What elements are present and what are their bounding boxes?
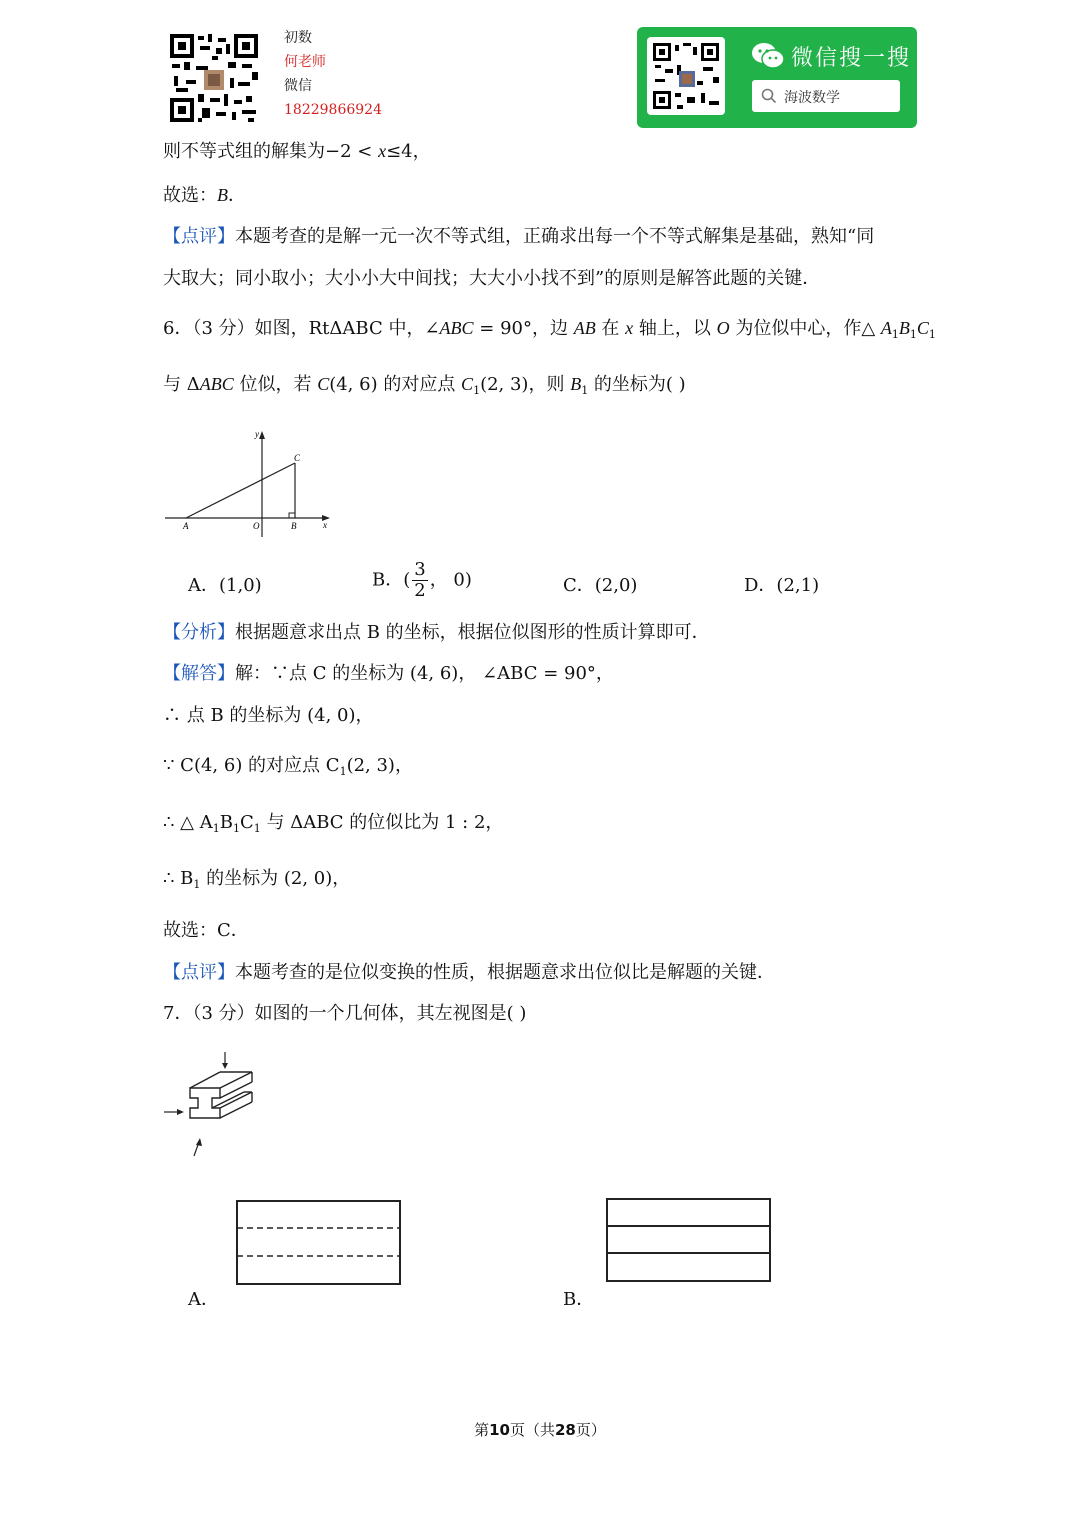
text-line-solution-set [163, 139, 431, 164]
text-span: (2, 3)， [346, 755, 413, 776]
math-var: ∠ABC [424, 318, 474, 338]
math-var: x [625, 318, 634, 338]
qr-code-left [168, 32, 260, 124]
fraction-denominator: 2 [414, 580, 426, 601]
text-span: B．( [372, 569, 411, 591]
wechat-search-box[interactable] [752, 80, 900, 112]
option-6-b[interactable] [372, 560, 472, 601]
text-span: ∴ 点 B 的坐标为 (4, 0)， [163, 705, 374, 726]
text-span: 则不等式组的解集为 [163, 141, 325, 162]
wechat-logo-icon [751, 41, 785, 71]
solution-line-4 [163, 811, 503, 841]
text-span: ∵ C(4, 6) 的对应点 C [163, 755, 340, 776]
arrow-up-icon [196, 1138, 202, 1146]
text-span: ∴ △ A [163, 812, 213, 833]
math-sub: 1 [193, 878, 201, 891]
text-span: (4, 6) 的对应点 [329, 374, 462, 395]
contact-wechat-label: 微信 [284, 78, 312, 94]
math-sub: 1 [928, 328, 936, 341]
review-tag: 【点评】 [163, 962, 235, 983]
math-sub: 1 [339, 765, 347, 778]
text-span: 6．（3 分）如图，RtΔABC 中， [163, 318, 425, 339]
text-span: 轴上，以 [633, 318, 717, 339]
wechat-qr-code [647, 37, 725, 115]
option-7-b-figure[interactable] [604, 1196, 774, 1284]
option-7-a-label[interactable]: A． [188, 1289, 219, 1310]
contact-phone: 18229866924 [284, 102, 382, 118]
analysis-tag: 【分析】 [163, 622, 235, 643]
text-span: = 90°，边 [473, 318, 574, 339]
qr-pattern-icon [647, 37, 725, 115]
text-span: 故选： [163, 185, 217, 206]
label-o: O [253, 521, 260, 531]
math-sub: 1 [891, 328, 899, 341]
solution-line-5 [163, 867, 350, 897]
text-line-choice [163, 183, 246, 208]
math-sub: 1 [232, 822, 240, 835]
math-var: C [317, 374, 330, 394]
footer-total-pages: 28 [555, 1421, 576, 1439]
arrow-down-icon [222, 1063, 228, 1069]
wechat-search-text: 海波数学 [784, 90, 840, 106]
text-span: 本题考查的是位似变换的性质，根据题意求出位似比是解题的关键． [235, 962, 775, 983]
text-span: 7．（3 分）如图的一个几何体，其左视图是( ) [163, 1003, 527, 1024]
text-span: 与 Δ [163, 374, 200, 395]
figure-triangle-coordinates [160, 425, 340, 545]
math-sub: 1 [473, 384, 481, 397]
math-var: A [880, 318, 892, 338]
y-axis-arrow-icon [259, 431, 265, 439]
option-6-a[interactable]: A．(1,0) [188, 575, 262, 596]
contact-label: 初数 [284, 30, 312, 46]
math-var: B [898, 318, 910, 338]
qr-pattern-icon [168, 32, 260, 124]
figure-solid-geometry [160, 1050, 270, 1162]
text-span: (2, 3)，则 [480, 374, 571, 395]
option-6-d[interactable]: D．(2,1) [744, 575, 820, 596]
text-span: 大取大；同小取小；大小小大中间找；大大小小找不到”的原则是解答此题的关键． [163, 268, 821, 289]
footer-post: 页） [575, 1421, 606, 1439]
option-7-a-figure[interactable] [234, 1198, 404, 1288]
footer-pre: 第 [474, 1421, 490, 1439]
text-span: ， 0) [429, 569, 472, 591]
text-span: C [239, 812, 254, 833]
text-span: 的坐标为 (2, 0)， [200, 868, 351, 889]
review-6-line [163, 961, 775, 985]
footer-mid: 页（共 [509, 1421, 555, 1439]
option-6-c[interactable]: C．(2,0) [563, 575, 638, 596]
math-span: ≤4， [386, 141, 431, 162]
label-c: C [294, 453, 301, 463]
text-span: ． [228, 185, 246, 206]
solution-line-1 [163, 662, 614, 686]
fraction-numerator: 3 [414, 559, 426, 580]
label-x: x [323, 520, 327, 530]
math-var: x [378, 141, 387, 161]
label-b: B [291, 521, 297, 531]
right-angle-mark [289, 513, 295, 518]
math-sub: 1 [253, 822, 261, 835]
text-line-review [163, 225, 874, 249]
segment-ac [186, 463, 295, 518]
footer-page-number: 10 [489, 1421, 510, 1439]
math-var: C [461, 374, 474, 394]
review-tag: 【点评】 [163, 226, 235, 247]
arrow-right-icon [177, 1109, 184, 1115]
math-var: O [716, 318, 730, 338]
text-line-review-cont [163, 267, 820, 291]
question-6-line-2 [163, 372, 686, 403]
option-7-b-label[interactable]: B． [563, 1289, 595, 1310]
math-var: B [217, 185, 228, 205]
analysis-line [163, 621, 710, 645]
page-footer [0, 1419, 1080, 1440]
label-a: A [183, 521, 189, 531]
text-span: 本题考查的是解一元一次不等式组，正确求出每一个不等式解集是基础，熟知“同 [235, 226, 875, 247]
text-span: B [219, 812, 233, 833]
solution-line-3 [163, 754, 413, 784]
math-span: −2 < [325, 141, 379, 162]
text-span: 故选：C． [163, 920, 249, 941]
solution-line-6 [163, 919, 249, 943]
search-icon [761, 88, 777, 104]
math-sub: 1 [581, 384, 589, 397]
math-sub: 1 [909, 328, 917, 341]
math-var: ABC [199, 374, 234, 394]
text-span: 为位似中心，作△ [729, 318, 881, 339]
text-span: 根据题意求出点 B 的坐标，根据位似图形的性质计算即可． [235, 622, 710, 643]
math-var: C [916, 318, 929, 338]
text-span: ∴ B [163, 868, 194, 889]
text-span: 与 ΔABC 的位似比为 1 : 2， [260, 812, 504, 833]
solution-line-2 [163, 704, 374, 728]
question-7-line [163, 1002, 526, 1026]
text-span: 在 [595, 318, 626, 339]
text-span: 位似，若 [233, 374, 318, 395]
question-6-line-1 [163, 316, 936, 347]
solution-tag: 【解答】 [163, 663, 235, 684]
fraction [412, 560, 427, 601]
math-var: B [570, 374, 582, 394]
label-y: y [255, 429, 259, 439]
wechat-search-banner[interactable] [637, 27, 917, 128]
math-sub: 1 [212, 822, 220, 835]
math-var: AB [573, 318, 596, 338]
wechat-search-title: 微信搜一搜 [791, 46, 912, 71]
text-span: 的坐标为( ) [588, 374, 686, 395]
text-span: 解：∵点 C 的坐标为 (4, 6)， ∠ABC = 90°， [235, 663, 614, 684]
contact-name: 何老师 [284, 54, 326, 70]
